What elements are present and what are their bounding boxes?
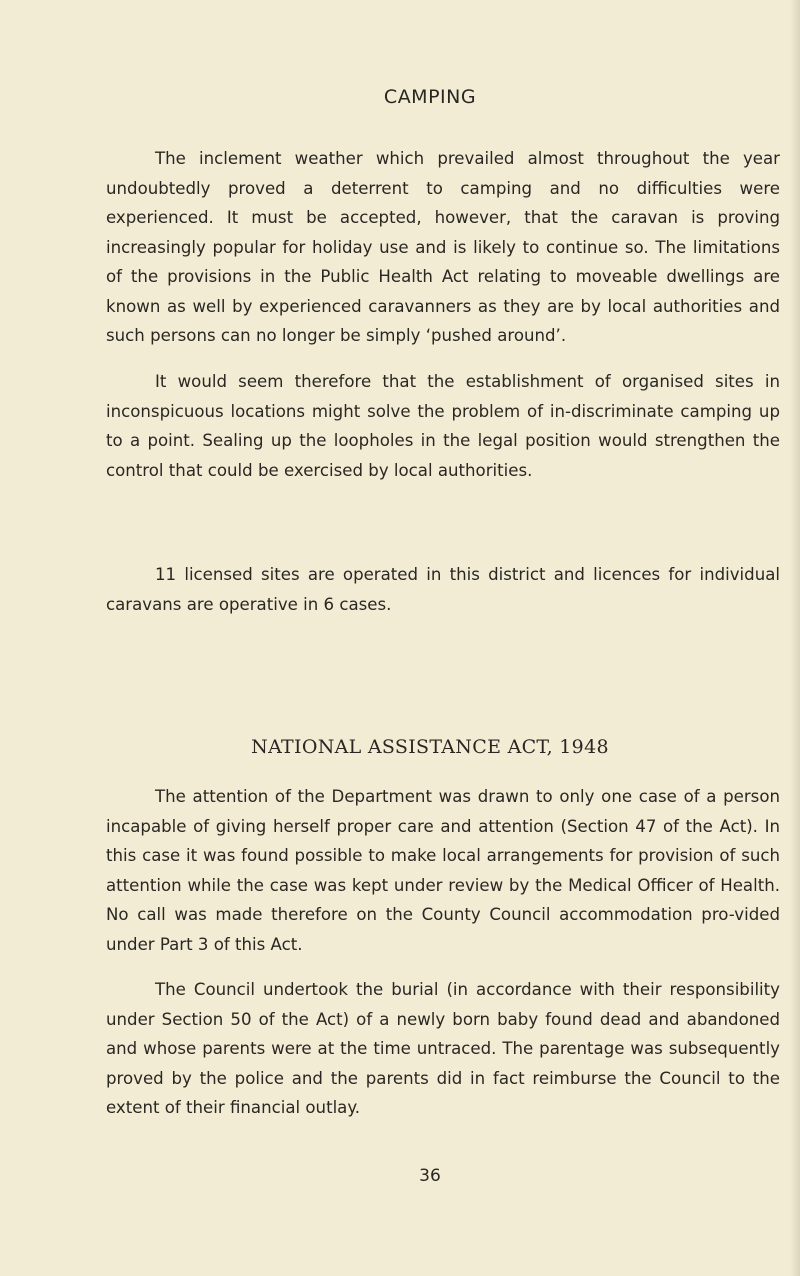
camping-paragraph-2: It would seem therefore that the establishment of organised sites in inconspicuous locations might solve the problem of in-discriminate camping up to a point. Sealing up the loopholes in the legal position would strengthen the control that could be exercised by local authorities. <box>106 372 780 480</box>
national-assistance-paragraph-1: The attention of the Department was drawn to only one case of a person incapable of giving herself proper care and attention (Section 47 of the Act). In this case it was found possible to make local arrangements for provision of such attention while the case was kept under review by the Medical Officer of Health. No call was made therefore on the County Council accommodation pro-vided under Part 3 of this Act. <box>106 787 780 954</box>
national-assistance-paragraph-2: The Council undertook the burial (in accordance with their responsibility under Section 50 of the Act) of a newly born baby found dead and abandoned and whose parents were at the time untraced. The parentage was subsequently proved by the police and the parents did in fact reimburse the Council to the extent of their financial outlay. <box>106 980 780 1117</box>
section-heading-camping: CAMPING <box>383 86 477 108</box>
section-heading-national-assistance: NATIONAL ASSISTANCE ACT, 1948 <box>251 736 609 758</box>
page-edge-shadow <box>790 0 800 1276</box>
camping-paragraph-3: 11 licensed sites are operated in this district and licences for individual caravans are operative in 6 cases. <box>106 565 780 614</box>
camping-paragraph-1: The inclement weather which prevailed almost throughout the year undoubtedly proved a deterrent to camping and no difficulties were experienced. It must be accepted, however, that the caravan is proving increasingly popular for holiday use and is likely to continue so. The limitations of the provisions in the Public Health Act relating to moveable dwellings are known as well by experienced caravanners as they are by local authorities and such persons can no longer be simply ‘pushed around’. <box>106 149 780 345</box>
page-number: 36 <box>419 1166 441 1186</box>
